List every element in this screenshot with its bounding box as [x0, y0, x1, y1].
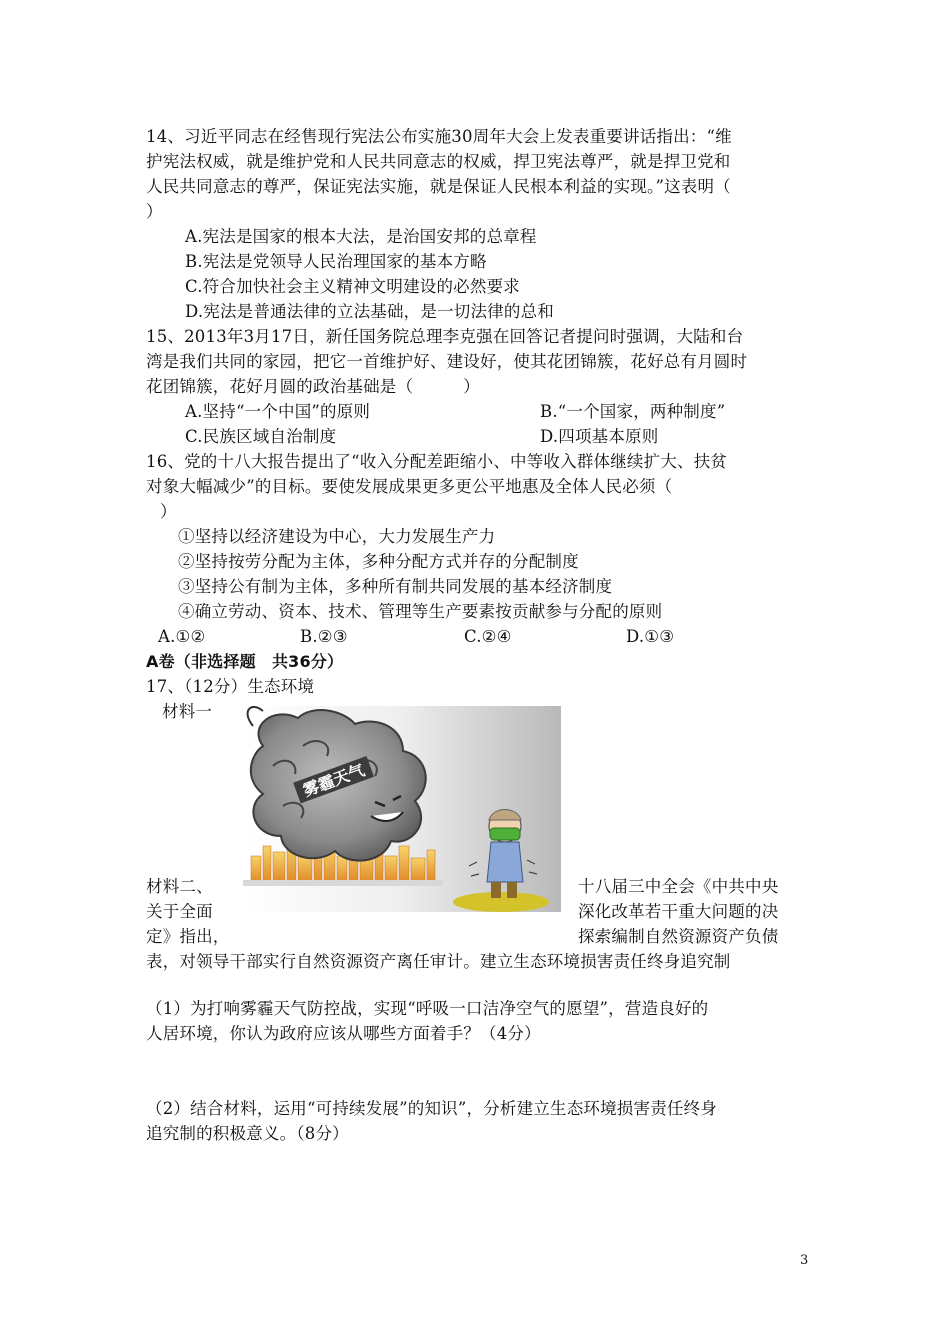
sub-question-2-line-1: （2）结合材料，运用“可持续发展”的知识”，分析建立生态环境损害责任终身: [146, 1099, 718, 1118]
q15-option-d: D.四项基本原则: [540, 427, 659, 446]
q14-line-2: 护宪法权威，就是维护党和人民共同意志的权威，捍卫宪法尊严，就是捍卫党和: [146, 152, 731, 171]
sub-question-2-line-2: 追究制的积极意义。（8分）: [146, 1124, 349, 1143]
q16-option-c: C.②④: [464, 627, 512, 646]
q16-item-4: ④确立劳动、资本、技术、管理等生产要素按贡献参与分配的原则: [178, 602, 663, 621]
smog-illustration: [243, 706, 561, 912]
q16-item-2: ②坚持按劳分配为主体，多种分配方式并存的分配制度: [178, 552, 579, 571]
smog-label: 雾霾天气: [300, 760, 368, 801]
material-2-right-2: 深化改革若干重大问题的决: [578, 902, 779, 921]
q16-line-2: 对象大幅减少”的目标。要使发展成果更多更公平地惠及全体人民必须（: [146, 477, 673, 496]
q16-line-3: ）: [160, 502, 177, 521]
material-2-right-1: 十八届三中全会《中共中央: [578, 877, 779, 896]
q15-option-c: C.民族区域自治制度: [185, 427, 337, 446]
q15-line-1: 15、2013年3月17日，新任国务院总理李克强在回答记者提问时强调，大陆和台: [146, 327, 744, 346]
q14-option-d: D.宪法是普通法律的立法基础，是一切法律的总和: [185, 302, 554, 321]
q14-option-a: A.宪法是国家的根本大法，是治国安邦的总章程: [185, 227, 537, 246]
smog-cartoon-svg: [243, 706, 561, 912]
q16-item-3: ③坚持公有制为主体，多种所有制共同发展的基本经济制度: [178, 577, 613, 596]
page-number: 3: [800, 1253, 809, 1268]
q14-option-b: B.宪法是党领导人民治理国家的基本方略: [185, 252, 487, 271]
q16-option-a: A.①②: [158, 627, 206, 646]
material-2-left-2: 关于全面: [146, 902, 213, 921]
material-1-label: 材料一: [162, 702, 213, 721]
q16-item-1: ①坚持以经济建设为中心，大力发展生产力: [178, 527, 496, 546]
q15-option-a: A.坚持“一个中国”的原则: [185, 402, 371, 421]
material-2-tail: 表，对领导干部实行自然资源资产离任审计。建立生态环境损害责任终身追究制: [146, 952, 731, 971]
q16-option-d: D.①③: [626, 627, 675, 646]
q16-line-1: 16、党的十八大报告提出了“收入分配差距缩小、中等收入群体继续扩大、扶贫: [146, 452, 728, 471]
q14-line-3: 人民共同意志的尊严，保证宪法实施，就是保证人民根本利益的实现。”这表明（: [146, 177, 731, 196]
material-2-right-3: 探索编制自然资源资产负债: [578, 927, 779, 946]
sub-question-1-line-1: （1）为打响雾霾天气防控战，实现“呼吸一口洁净空气的愿望”，营造良好的: [146, 999, 709, 1018]
q14-line-1: 14、习近平同志在经售现行宪法公布实施30周年大会上发表重要讲话指出：“维: [146, 127, 732, 146]
material-2-left-1: 材料二、: [146, 877, 213, 896]
q15-line-2: 湾是我们共同的家园，把它一首维护好、建设好，使其花团锦簇，花好总有月圆时: [146, 352, 748, 371]
sub-question-1-line-2: 人居环境，你认为政府应该从哪些方面着手？（4分）: [146, 1024, 541, 1043]
material-2-left-3: 定》指出，: [146, 927, 230, 946]
q14-line-4: ）: [146, 202, 163, 221]
section-title: A卷（非选择题 共36分）: [146, 652, 344, 671]
q15-line-3: 花团锦簇，花好月圆的政治基础是（ ）: [146, 377, 480, 396]
q17-title: 17、（12分）生态环境: [146, 677, 315, 696]
q15-option-b: B.“一个国家，两种制度”: [540, 402, 726, 421]
q16-option-b: B.②③: [300, 627, 348, 646]
q14-option-c: C.符合加快社会主义精神文明建设的必然要求: [185, 277, 520, 296]
